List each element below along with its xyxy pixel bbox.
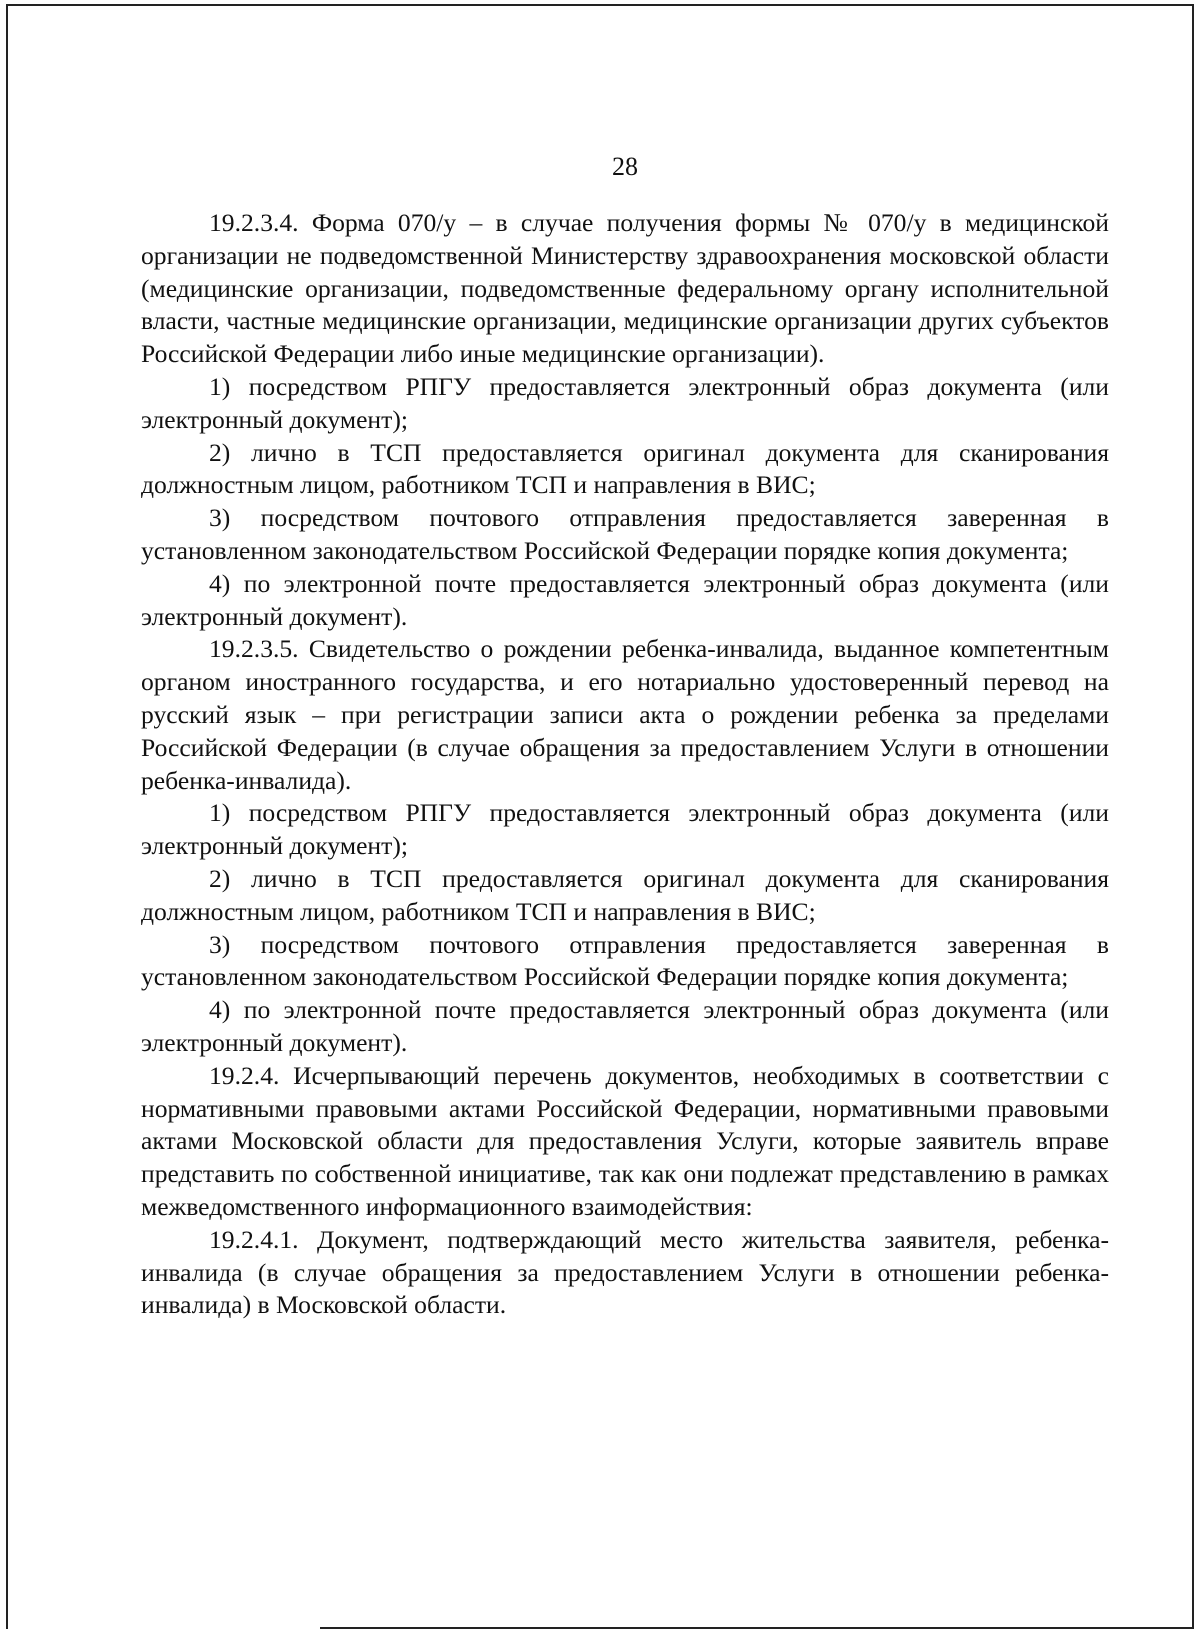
scan-border-left <box>6 4 8 1629</box>
list-item-1-rpgu: 1) посредством РПГУ предоставляется электронный образ документа (или электронный документ); <box>141 371 1109 434</box>
scan-border-right <box>1192 4 1194 1629</box>
list-item-3-post: 3) посредством почтового отправления предоставляется заверенная в установленном законодательством Российской Федерации порядке копия документа; <box>141 503 1109 565</box>
list-item-2-tsp: 2) лично в ТСП предоставляется оригинал документа для сканирования должностным лицом, работником ТСП и направления в ВИС; <box>141 437 1109 500</box>
paragraph-19-2-3-5: 19.2.3.5. Свидетельство о рождении ребенка-инвалида, выданное компетентным органом иностранного государства, и его нотариально удостоверенный перевод на русский язык – при регистрации записи акта о рождении ребенка за пределами Российской Федерации (в случае обращения за предоставлением Услуги в отношении ребенка-инвалида). <box>141 634 1109 795</box>
document-body <box>141 207 1109 1322</box>
paragraph-19-2-4: 19.2.4. Исчерпывающий перечень документов, необходимых в соответствии с нормативными правовыми актами Российской Федерации, нормативными правовыми актами Московской области для предоставления Услуги, которые заявитель вправе представить по собственной инициативе, так как они подлежат представлению в рамках межведомственного информационного взаимодействия: <box>141 1060 1109 1221</box>
list-item-3-post: 3) посредством почтового отправления предоставляется заверенная в установленном законодательством Российской Федерации порядке копия документа; <box>141 929 1109 992</box>
list-item-2-tsp: 2) лично в ТСП предоставляется оригинал документа для сканирования должностным лицом, работником ТСП и направления в ВИС; <box>141 863 1109 926</box>
paragraph-19-2-3-4: 19.2.3.4. Форма 070/у – в случае получения формы № 070/у в медицинской организации не подведомственной Министерству здравоохранения московской области (медицинские организации, подведомственные федеральному органу исполнительной власти, частные медицинские организации, медицинские организации других субъектов Российской Федерации либо иные медицинские организации). <box>141 208 1109 369</box>
list-item-4-email: 4) по электронной почте предоставляется электронный образ документа (или электронный документ). <box>141 995 1109 1057</box>
scan-border-bottom <box>320 1627 1194 1629</box>
list-item-1-rpgu: 1) посредством РПГУ предоставляется электронный образ документа (или электронный документ); <box>141 798 1109 861</box>
scan-border-top <box>8 4 1192 6</box>
paragraph-19-2-4-1: 19.2.4.1. Документ, подтверждающий место жительства заявителя, ребенка-инвалида (в случае обращения за предоставлением Услуги в отношении ребенка-инвалида) в Московской области. <box>141 1224 1109 1320</box>
page-number: 28 <box>612 152 638 181</box>
list-item-4-email: 4) по электронной почте предоставляется электронный образ документа (или электронный документ). <box>141 568 1109 631</box>
